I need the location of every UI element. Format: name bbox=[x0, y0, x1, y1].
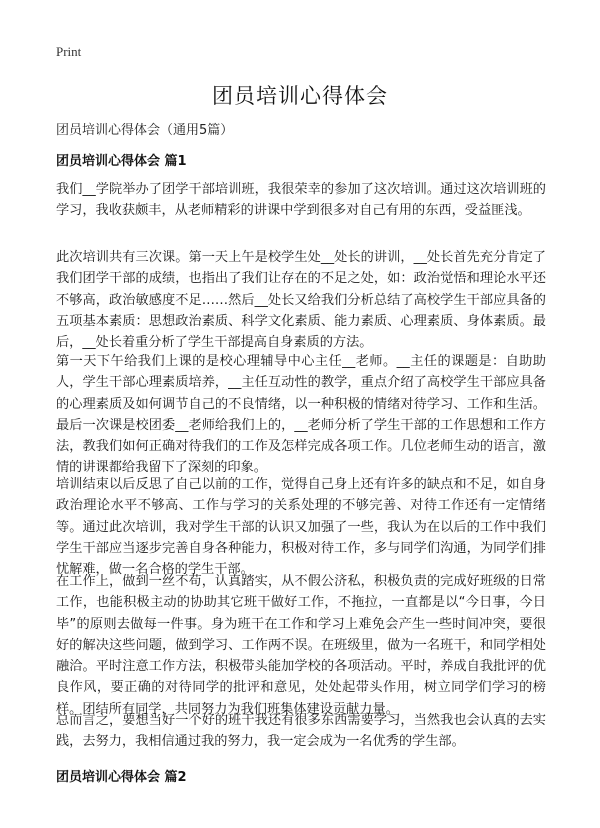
paragraph: 在工作上，做到一丝不苟，认真踏实，从不假公济私，积极负责的完成好班级的日常工作，也能积极主动的协助其它班干做好工作，不拖拉，一直都是以“今日事，今日毕”的原则去做每一件事。身为班干在工作和学习上难免会产生一些时间冲突，要很好的解决这些问题，做到学习、工作两不误。在班级里，做为一名班干，和同学相处融洽。平时注意工作方法，积极带头能加学校的各项活动。平时，养成自我批评的优良作风，要正确的对待同学的批评和意见，处处起带头作用，树立同学们学习的榜样。团结所有同学，共同努力为我们班集体建设贡献力量。 bbox=[56, 574, 546, 717]
section-heading: 团员培训心得体会 篇1 bbox=[56, 154, 187, 169]
section-heading: 团员培训心得体会 篇2 bbox=[56, 770, 187, 785]
paragraph: 总而言之，要想当好一个好的班干我还有很多东西需要学习，当然我也会认真的去实践，去努力，我相信通过我的努力，我一定会成为一名优秀的学生部。 bbox=[56, 713, 546, 750]
paragraph: 我们__学院举办了团学干部培训班，我很荣幸的参加了这次培训。通过这次培训班的学习，我收获颇丰，从老师精彩的讲课中学到很多对自己有用的东西，受益匪浅。 bbox=[56, 182, 546, 219]
paragraph: 培训结束以后反思了自己以前的工作，觉得自己身上还有许多的缺点和不足，如自身政治理论水平不够高、工作与学习的关系处理的不够完善、对待工作还有一定情绪等。通过此次培训，我对学生干部的认识又加强了一些，我认为在以后的工作中我们学生干部应当逐步完善自身各种能力，积极对待工作，多与同学们沟通，为同学们排忧解难，做一名合格的学生干部。 bbox=[56, 477, 546, 578]
paragraph: 此次培训共有三次课。第一天上午是校学生处__处长的讲训，__处长首先充分肯定了我们团学干部的成绩，也指出了我们让存在的不足之处，如：政治觉悟和理论水平还不够高，政治敏感度不足……然后__处长又给我们分析总结了高校学生干部应具备的五项基本素质：思想政治素质、科学文化素质、能力素质、心理素质、身体素质。最后，__处长着重分析了学生干部提高自身素质的方法。 bbox=[56, 250, 546, 351]
print-link[interactable]: Print bbox=[56, 44, 82, 59]
document-subtitle: 团员培训心得体会（通用5篇） bbox=[56, 123, 234, 138]
document-title: 团员培训心得体会 bbox=[212, 84, 388, 108]
paragraph: 第一天下午给我们上课的是校心理辅导中心主任__老师。__主任的课题是：自助助人，学生干部心理素质培养，__主任互动性的教学，重点介绍了高校学生干部应具备的心理素质及如何调节自己的不良情绪，以一种积极的情绪对待学习、工作和生活。最后一次课是校团委__老师给我们上的，__老师分析了学生干部的工作思想和工作方法，教我们如何正确对待我们的工作及怎样完成各项工作。几位老师生动的语言，激情的讲课都给我留下了深刻的印象。 bbox=[56, 354, 546, 476]
